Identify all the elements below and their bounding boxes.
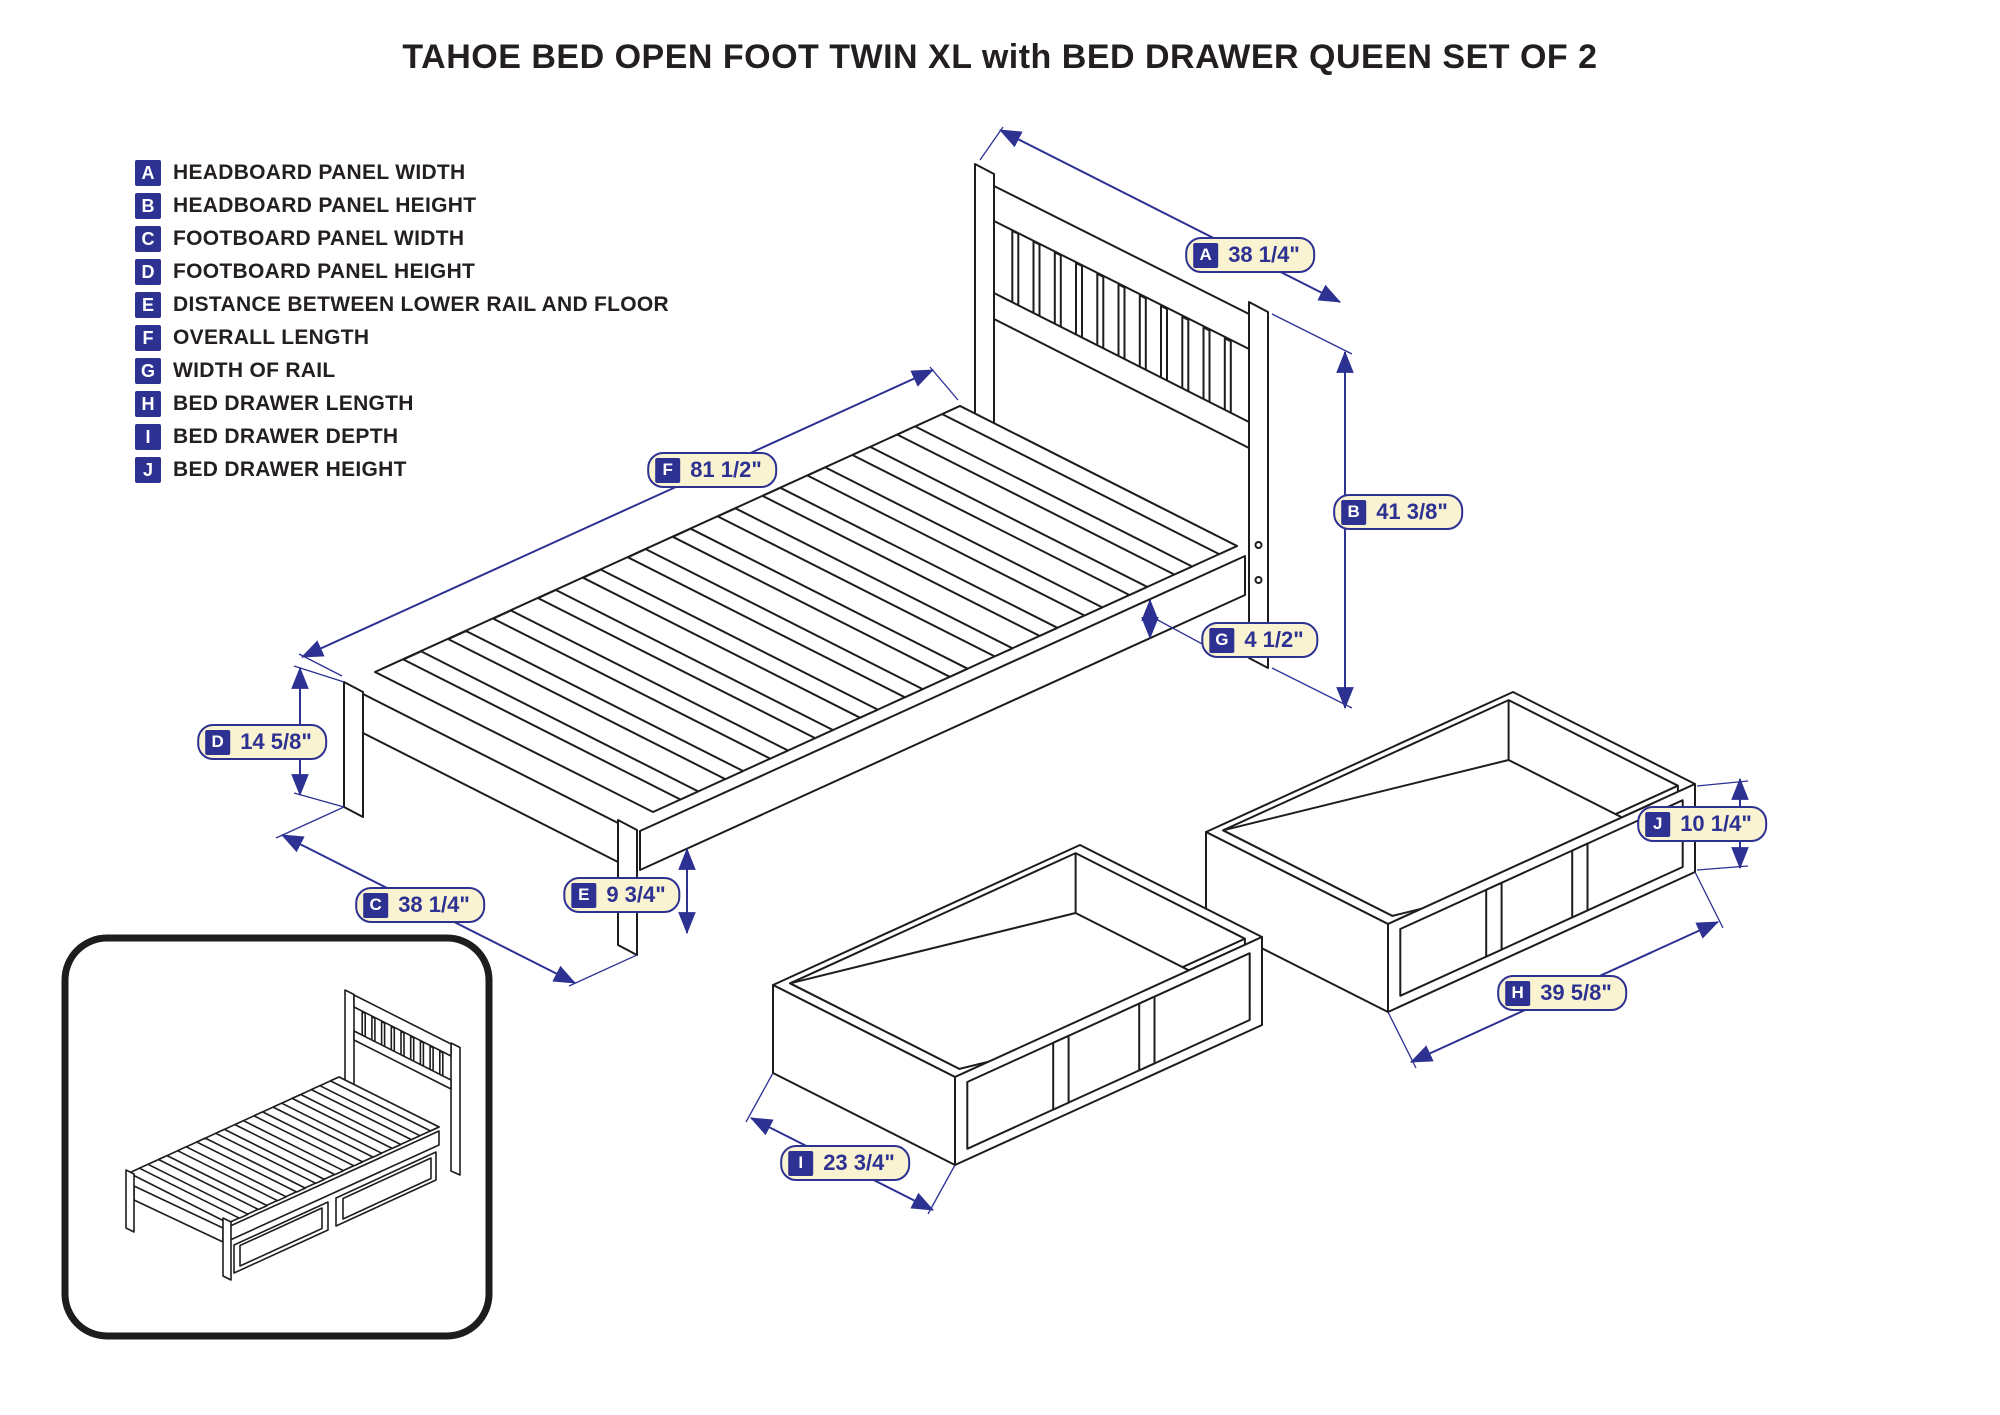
dim-key-a: A <box>1193 243 1218 268</box>
legend-key-d: D <box>135 259 161 285</box>
dim-callout-f <box>647 452 777 488</box>
dim-value-a: 38 1/4" <box>1228 242 1300 267</box>
legend-label: DISTANCE BETWEEN LOWER RAIL AND FLOOR <box>173 293 670 316</box>
legend-label: HEADBOARD PANEL HEIGHT <box>173 194 477 217</box>
dim-value-i: 23 3/4" <box>823 1150 895 1175</box>
dim-callout-b <box>1333 494 1463 530</box>
dim-callout-a <box>1185 237 1315 273</box>
dim-key-j: J <box>1645 812 1670 837</box>
dim-value-f: 81 1/2" <box>690 457 762 482</box>
bolt-hole <box>1256 577 1262 583</box>
dim-value-e: 9 3/4" <box>606 882 666 907</box>
legend-key-f: F <box>135 325 161 351</box>
legend-label: BED DRAWER LENGTH <box>173 392 414 415</box>
bolt-hole <box>1256 542 1262 548</box>
legend-key-c: C <box>135 226 161 252</box>
legend-key-h: H <box>135 391 161 417</box>
bed-drawer-rear <box>1206 692 1695 1012</box>
legend-label: FOOTBOARD PANEL HEIGHT <box>173 260 476 283</box>
dim-value-g: 4 1/2" <box>1244 627 1304 652</box>
dim-value-c: 38 1/4" <box>398 892 470 917</box>
dim-callout-e <box>563 877 680 913</box>
slat-deck <box>375 406 1237 812</box>
dim-callout-j <box>1637 806 1767 842</box>
dim-key-g: G <box>1209 628 1234 653</box>
legend-key-j: J <box>135 457 161 483</box>
dim-value-b: 41 3/8" <box>1376 499 1448 524</box>
legend-label: FOOTBOARD PANEL WIDTH <box>173 227 465 250</box>
dim-key-h: H <box>1505 981 1530 1006</box>
dim-key-i: I <box>788 1151 813 1176</box>
dim-value-d: 14 5/8" <box>240 729 312 754</box>
legend-label: OVERALL LENGTH <box>173 326 370 349</box>
dim-key-e: E <box>571 883 596 908</box>
assembled-view-inset <box>65 938 489 1336</box>
dim-key-f: F <box>655 458 680 483</box>
legend-label: HEADBOARD PANEL WIDTH <box>173 161 466 184</box>
legend-label: BED DRAWER HEIGHT <box>173 458 407 481</box>
legend-key-a: A <box>135 160 161 186</box>
headboard-right-post <box>1249 302 1268 668</box>
legend-label: WIDTH OF RAIL <box>173 359 336 382</box>
bed-drawer-front <box>773 845 1262 1165</box>
dim-callout-h <box>1497 975 1627 1011</box>
dim-key-b: B <box>1341 500 1366 525</box>
foot-post-far <box>344 682 363 817</box>
dim-value-h: 39 5/8" <box>1540 980 1612 1005</box>
legend-key-g: G <box>135 358 161 384</box>
dim-callout-c <box>355 887 485 923</box>
legend-key-e: E <box>135 292 161 318</box>
dim-key-c: C <box>363 893 388 918</box>
bed-frame <box>344 164 1695 1165</box>
legend-key-i: I <box>135 424 161 450</box>
legend-key-b: B <box>135 193 161 219</box>
dim-callout-d <box>197 724 327 760</box>
dim-callout-i <box>780 1145 910 1181</box>
dim-key-d: D <box>205 730 230 755</box>
dim-callout-g <box>1201 622 1318 658</box>
page-title: TAHOE BED OPEN FOOT TWIN XL with BED DRAWER QUEEN SET OF 2 <box>402 38 1598 76</box>
legend-label: BED DRAWER DEPTH <box>173 425 399 448</box>
dim-value-j: 10 1/4" <box>1680 811 1752 836</box>
